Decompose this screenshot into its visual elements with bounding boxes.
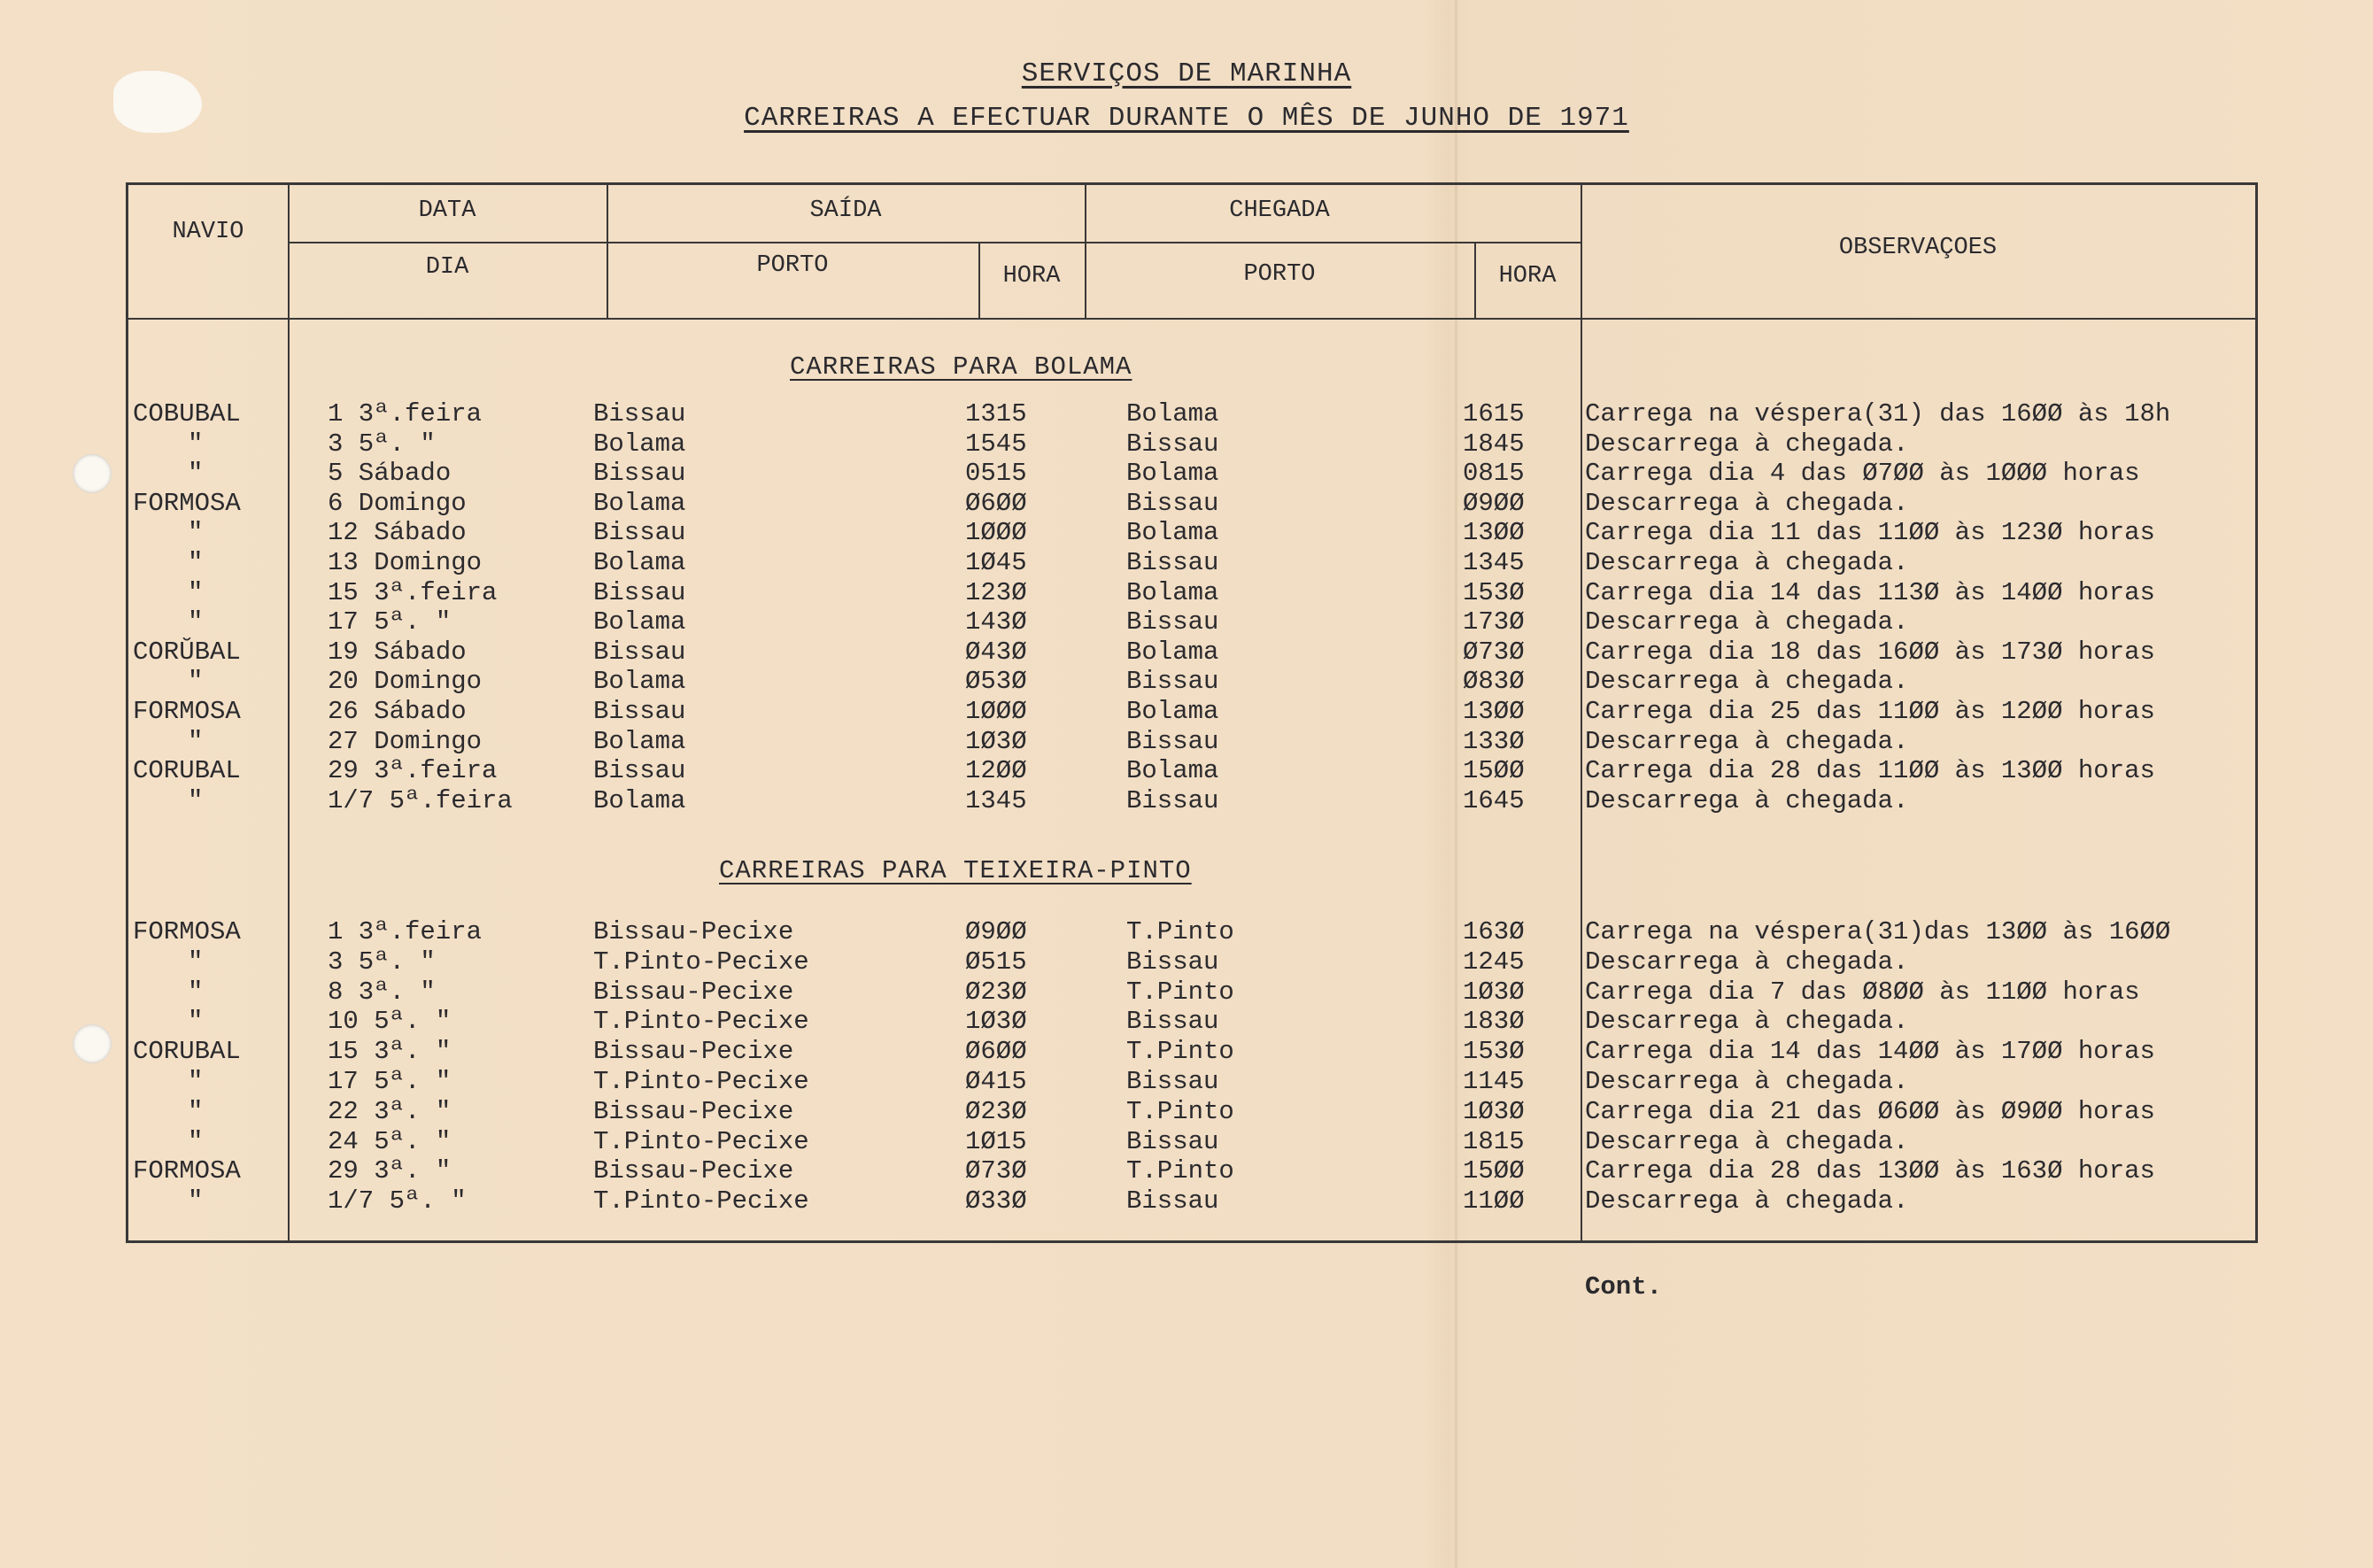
departure-port: Bissau-Pecixe — [593, 1156, 794, 1186]
arrival-port: Bolama — [1126, 637, 1219, 667]
table-row — [0, 1127, 2373, 1157]
header-observacoes: OBSERVAÇOES — [1838, 235, 1998, 261]
date-day: 19 Sábado — [328, 637, 467, 667]
ship-name: CORŬBAL — [133, 637, 241, 667]
ship-name: FORMOSA — [133, 917, 241, 946]
ship-name: " — [188, 459, 204, 489]
departure-time: 1345 — [965, 785, 1027, 815]
arrival-time: 1345 — [1463, 548, 1525, 577]
arrival-time: 183Ø — [1463, 1007, 1525, 1037]
departure-time: Ø73Ø — [965, 1156, 1027, 1186]
header-saida: SAÍDA — [809, 197, 882, 224]
table-row — [0, 756, 2373, 786]
arrival-port: Bolama — [1126, 756, 1219, 786]
table-row — [0, 429, 2373, 460]
arrival-time: 153Ø — [1463, 1037, 1525, 1067]
arrival-port: Bolama — [1126, 399, 1219, 429]
arrival-port: Bissau — [1126, 488, 1219, 518]
arrival-time: 1815 — [1463, 1126, 1525, 1156]
date-day: 15 3ª.feira — [328, 577, 498, 607]
arrival-time: Ø9ØØ — [1463, 488, 1525, 518]
table-row — [0, 1186, 2373, 1217]
row-divider — [288, 242, 1581, 243]
departure-time: 1315 — [965, 399, 1027, 429]
departure-time: Ø23Ø — [965, 977, 1027, 1007]
departure-time: Ø6ØØ — [965, 1037, 1027, 1067]
departure-time: 1Ø15 — [965, 1126, 1027, 1156]
arrival-time: 1845 — [1463, 429, 1525, 459]
header-saida-hora: HORA — [1002, 263, 1061, 290]
table-row — [0, 786, 2373, 816]
departure-port: Bissau — [593, 637, 686, 667]
arrival-time: 1645 — [1463, 785, 1525, 815]
arrival-time: 15ØØ — [1463, 1156, 1525, 1186]
ship-name: " — [188, 977, 204, 1007]
departure-time: Ø515 — [965, 946, 1027, 977]
ship-name: " — [188, 785, 204, 815]
header-chegada-hora: HORA — [1498, 263, 1557, 290]
arrival-time: Ø83Ø — [1463, 667, 1525, 697]
table-row — [0, 1156, 2373, 1186]
observation: Descarrega à chegada. — [1585, 667, 1909, 697]
observation: Carrega dia 21 das Ø6ØØ às Ø9ØØ horas — [1585, 1096, 2155, 1126]
departure-port: Bolama — [593, 548, 686, 577]
ship-name: " — [188, 726, 204, 756]
departure-port: Bissau — [593, 697, 686, 726]
departure-time: Ø53Ø — [965, 667, 1027, 697]
arrival-port: Bissau — [1126, 548, 1219, 577]
arrival-port: Bissau — [1126, 1007, 1219, 1037]
section-title-teixeira-pinto: CARREIRAS PARA TEIXEIRA-PINTO — [719, 856, 1192, 885]
date-day: 3 5ª. " — [328, 429, 436, 459]
ship-name: " — [188, 667, 204, 697]
departure-port: Bissau-Pecixe — [593, 977, 794, 1007]
header-saida-porto: PORTO — [756, 252, 829, 279]
observation: Descarrega à chegada. — [1585, 1126, 1909, 1156]
observation: Descarrega à chegada. — [1585, 946, 1909, 977]
departure-port: Bolama — [593, 607, 686, 637]
observation: Descarrega à chegada. — [1585, 1007, 1909, 1037]
arrival-port: Bolama — [1126, 697, 1219, 726]
departure-time: 0515 — [965, 459, 1027, 489]
arrival-port: Bissau — [1126, 607, 1219, 637]
departure-port: Bissau-Pecixe — [593, 917, 794, 946]
departure-port: Bissau — [593, 756, 686, 786]
ship-name: CORUBAL — [133, 1037, 241, 1067]
ship-name: " — [188, 577, 204, 607]
observation: Descarrega à chegada. — [1585, 488, 1909, 518]
arrival-time: 0815 — [1463, 459, 1525, 489]
ship-name: " — [188, 518, 204, 548]
arrival-port: Bissau — [1126, 429, 1219, 459]
arrival-port: Bissau — [1126, 1126, 1219, 1156]
departure-time: Ø43Ø — [965, 637, 1027, 667]
date-day: 8 3ª. " — [328, 977, 436, 1007]
departure-port: Bolama — [593, 785, 686, 815]
observation: Descarrega à chegada. — [1585, 726, 1909, 756]
arrival-port: T.Pinto — [1126, 917, 1234, 946]
arrival-time: 1145 — [1463, 1067, 1525, 1096]
departure-port: T.Pinto-Pecixe — [593, 946, 809, 977]
table-row — [0, 667, 2373, 697]
ship-name: " — [188, 1186, 204, 1217]
departure-time: 1545 — [965, 429, 1027, 459]
ship-name: " — [188, 429, 204, 459]
date-day: 29 3ª.feira — [328, 756, 498, 786]
departure-time: 123Ø — [965, 577, 1027, 607]
ship-name: " — [188, 946, 204, 977]
departure-port: Bissau — [593, 399, 686, 429]
observation: Descarrega à chegada. — [1585, 429, 1909, 459]
table-row — [0, 518, 2373, 548]
observation: Carrega dia 11 das 11ØØ às 123Ø horas — [1585, 518, 2155, 548]
observation: Descarrega à chegada. — [1585, 1067, 1909, 1096]
header-data: DATA — [418, 197, 476, 224]
table-row — [0, 727, 2373, 757]
document-subtitle: CARREIRAS A EFECTUAR DURANTE O MÊS DE JUNHO DE 1971 — [744, 103, 1629, 134]
arrival-time: 153Ø — [1463, 577, 1525, 607]
table-row — [0, 977, 2373, 1008]
observation: Carrega dia 7 das Ø8ØØ às 11ØØ horas — [1585, 977, 2140, 1007]
date-day: 1 3ª.feira — [328, 399, 483, 429]
arrival-time: 173Ø — [1463, 607, 1525, 637]
departure-port: Bissau — [593, 518, 686, 548]
ship-name: " — [188, 548, 204, 577]
observation: Carrega na véspera(31)das 13ØØ às 16ØØ — [1585, 917, 2171, 946]
departure-port: Bolama — [593, 726, 686, 756]
table-row — [0, 607, 2373, 637]
date-day: 29 3ª. " — [328, 1156, 452, 1186]
header-chegada: CHEGADA — [1229, 197, 1330, 224]
arrival-port: Bolama — [1126, 518, 1219, 548]
arrival-time: 1615 — [1463, 399, 1525, 429]
arrival-time: 1Ø3Ø — [1463, 977, 1525, 1007]
continued-note: Cont. — [1585, 1272, 1663, 1302]
departure-port: Bissau-Pecixe — [593, 1096, 794, 1126]
observation: Carrega dia 28 das 13ØØ às 163Ø horas — [1585, 1156, 2155, 1186]
departure-port: T.Pinto-Pecixe — [593, 1007, 809, 1037]
ship-name: FORMOSA — [133, 697, 241, 726]
arrival-port: T.Pinto — [1126, 1156, 1234, 1186]
departure-time: 1Ø45 — [965, 548, 1027, 577]
arrival-port: Bissau — [1126, 667, 1219, 697]
departure-port: Bissau — [593, 577, 686, 607]
ship-name: FORMOSA — [133, 1156, 241, 1186]
arrival-port: Bolama — [1126, 459, 1219, 489]
table-row — [0, 489, 2373, 519]
date-day: 22 3ª. " — [328, 1096, 452, 1126]
departure-port: Bolama — [593, 488, 686, 518]
departure-time: 1ØØØ — [965, 697, 1027, 726]
table-row — [0, 578, 2373, 608]
arrival-time: 13ØØ — [1463, 697, 1525, 726]
header-chegada-porto: PORTO — [1243, 261, 1316, 288]
arrival-time: Ø73Ø — [1463, 637, 1525, 667]
arrival-port: T.Pinto — [1126, 1037, 1234, 1067]
arrival-port: Bissau — [1126, 785, 1219, 815]
arrival-time: 11ØØ — [1463, 1186, 1525, 1217]
departure-time: Ø33Ø — [965, 1186, 1027, 1217]
observation: Carrega dia 14 das 14ØØ às 17ØØ horas — [1585, 1037, 2155, 1067]
departure-time: Ø9ØØ — [965, 917, 1027, 946]
date-day: 5 Sábado — [328, 459, 452, 489]
departure-port: Bolama — [593, 429, 686, 459]
date-day: 27 Domingo — [328, 726, 483, 756]
date-day: 6 Domingo — [328, 488, 467, 518]
departure-time: 12ØØ — [965, 756, 1027, 786]
departure-time: 1ØØØ — [965, 518, 1027, 548]
arrival-port: Bolama — [1126, 577, 1219, 607]
date-day: 17 5ª. " — [328, 607, 452, 637]
table-row — [0, 1097, 2373, 1127]
observation: Carrega dia 4 das Ø7ØØ às 1ØØØ horas — [1585, 459, 2140, 489]
ship-name: CORUBAL — [133, 756, 241, 786]
ship-name: " — [188, 1007, 204, 1037]
date-day: 13 Domingo — [328, 548, 483, 577]
observation: Carrega na véspera(31) das 16ØØ às 18h — [1585, 399, 2171, 429]
observation: Carrega dia 18 das 16ØØ às 173Ø horas — [1585, 637, 2155, 667]
arrival-time: 163Ø — [1463, 917, 1525, 946]
arrival-port: Bissau — [1126, 726, 1219, 756]
table-row — [0, 697, 2373, 727]
departure-port: Bissau-Pecixe — [593, 1037, 794, 1067]
departure-port: Bissau — [593, 459, 686, 489]
date-day: 26 Sábado — [328, 697, 467, 726]
table-row — [0, 459, 2373, 489]
table-row — [0, 1067, 2373, 1097]
date-day: 1/7 5ª. " — [328, 1186, 467, 1217]
observation: Carrega dia 28 das 11ØØ às 13ØØ horas — [1585, 756, 2155, 786]
departure-port: T.Pinto-Pecixe — [593, 1126, 809, 1156]
table-row — [0, 548, 2373, 578]
ship-name: " — [188, 1067, 204, 1096]
departure-time: 1Ø3Ø — [965, 1007, 1027, 1037]
arrival-time: 1245 — [1463, 946, 1525, 977]
date-day: 10 5ª. " — [328, 1007, 452, 1037]
departure-port: T.Pinto-Pecixe — [593, 1067, 809, 1096]
date-day: 17 5ª. " — [328, 1067, 452, 1096]
table-row — [0, 1037, 2373, 1067]
row-divider — [128, 318, 2255, 320]
table-row — [0, 947, 2373, 977]
ship-name: COBUBAL — [133, 399, 241, 429]
observation: Descarrega à chegada. — [1585, 548, 1909, 577]
table-row — [0, 637, 2373, 668]
observation: Carrega dia 25 das 11ØØ às 12ØØ horas — [1585, 697, 2155, 726]
table-row — [0, 917, 2373, 947]
table-row — [0, 399, 2373, 429]
departure-time: Ø23Ø — [965, 1096, 1027, 1126]
date-day: 1 3ª.feira — [328, 917, 483, 946]
date-day: 1/7 5ª.feira — [328, 785, 513, 815]
observation: Descarrega à chegada. — [1585, 1186, 1909, 1217]
arrival-time: 1Ø3Ø — [1463, 1096, 1525, 1126]
ship-name: " — [188, 1096, 204, 1126]
departure-time: 143Ø — [965, 607, 1027, 637]
section-title-bolama: CARREIRAS PARA BOLAMA — [790, 352, 1132, 382]
observation: Carrega dia 14 das 113Ø às 14ØØ horas — [1585, 577, 2155, 607]
arrival-port: Bissau — [1126, 1186, 1219, 1217]
header-navio: NAVIO — [172, 219, 244, 245]
observation: Descarrega à chegada. — [1585, 785, 1909, 815]
arrival-time: 133Ø — [1463, 726, 1525, 756]
date-day: 15 3ª. " — [328, 1037, 452, 1067]
header-dia: DIA — [425, 254, 469, 281]
ship-name: " — [188, 1126, 204, 1156]
date-day: 12 Sábado — [328, 518, 467, 548]
ship-name: FORMOSA — [133, 488, 241, 518]
departure-time: Ø415 — [965, 1067, 1027, 1096]
departure-time: Ø6ØØ — [965, 488, 1027, 518]
date-day: 3 5ª. " — [328, 946, 436, 977]
departure-port: Bolama — [593, 667, 686, 697]
table-row — [0, 1007, 2373, 1037]
arrival-time: 13ØØ — [1463, 518, 1525, 548]
date-day: 24 5ª. " — [328, 1126, 452, 1156]
arrival-port: Bissau — [1126, 946, 1219, 977]
arrival-port: T.Pinto — [1126, 977, 1234, 1007]
arrival-port: Bissau — [1126, 1067, 1219, 1096]
arrival-port: T.Pinto — [1126, 1096, 1234, 1126]
departure-time: 1Ø3Ø — [965, 726, 1027, 756]
observation: Descarrega à chegada. — [1585, 607, 1909, 637]
date-day: 20 Domingo — [328, 667, 483, 697]
arrival-time: 15ØØ — [1463, 756, 1525, 786]
document-title: SERVIÇOS DE MARINHA — [1021, 58, 1352, 89]
ship-name: " — [188, 607, 204, 637]
departure-port: T.Pinto-Pecixe — [593, 1186, 809, 1217]
